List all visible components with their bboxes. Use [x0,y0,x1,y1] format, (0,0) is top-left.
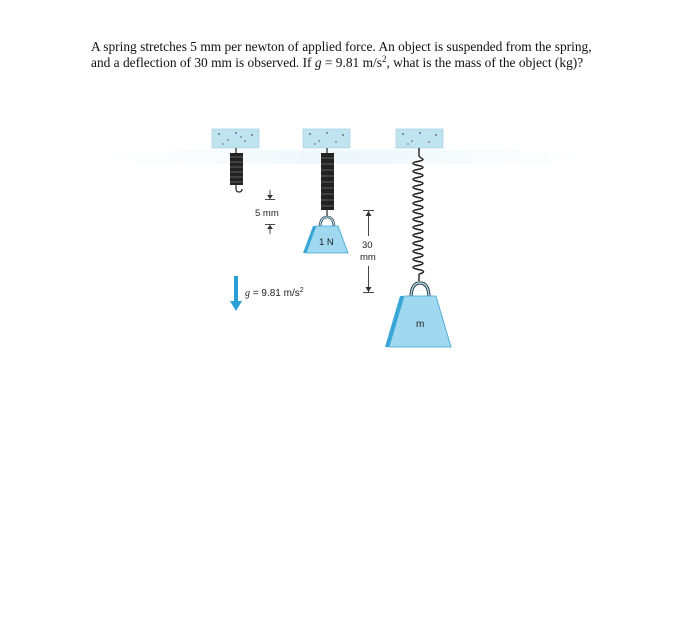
weight-label: 1 N [319,237,334,248]
problem-text-1: A spring stretches 5 mm per newton of applied force. An object is suspended from the spring, and a deflection of 30 mm is observed. If [91,39,592,70]
g-symbol: g [314,55,322,70]
spring-unloaded [230,148,243,192]
spring-with-1n [321,148,334,216]
deflection-unit: mm [360,252,376,263]
gravity-arrow [230,276,242,311]
mass-label: m [416,319,425,330]
mass-weight [385,283,451,347]
ceiling-block-right [396,129,443,148]
gravity-value: = 9.81 m/s [250,288,300,299]
ceiling-block-middle [303,129,350,148]
stretch-label: 5 mm [255,208,279,219]
deflection-value: 30 [362,240,373,251]
background-band [110,150,580,164]
spring-with-mass [413,148,424,281]
problem-text-2: = 9.81 m/s [321,55,382,70]
gravity-symbol: g [245,288,250,299]
ceiling-block-left [212,129,259,148]
problem-text-3: , what is the mass of the object (kg)? [386,55,584,70]
problem-exponent: 2 [381,54,387,64]
gravity-label [245,287,304,299]
gravity-exponent: 2 [299,287,304,294]
